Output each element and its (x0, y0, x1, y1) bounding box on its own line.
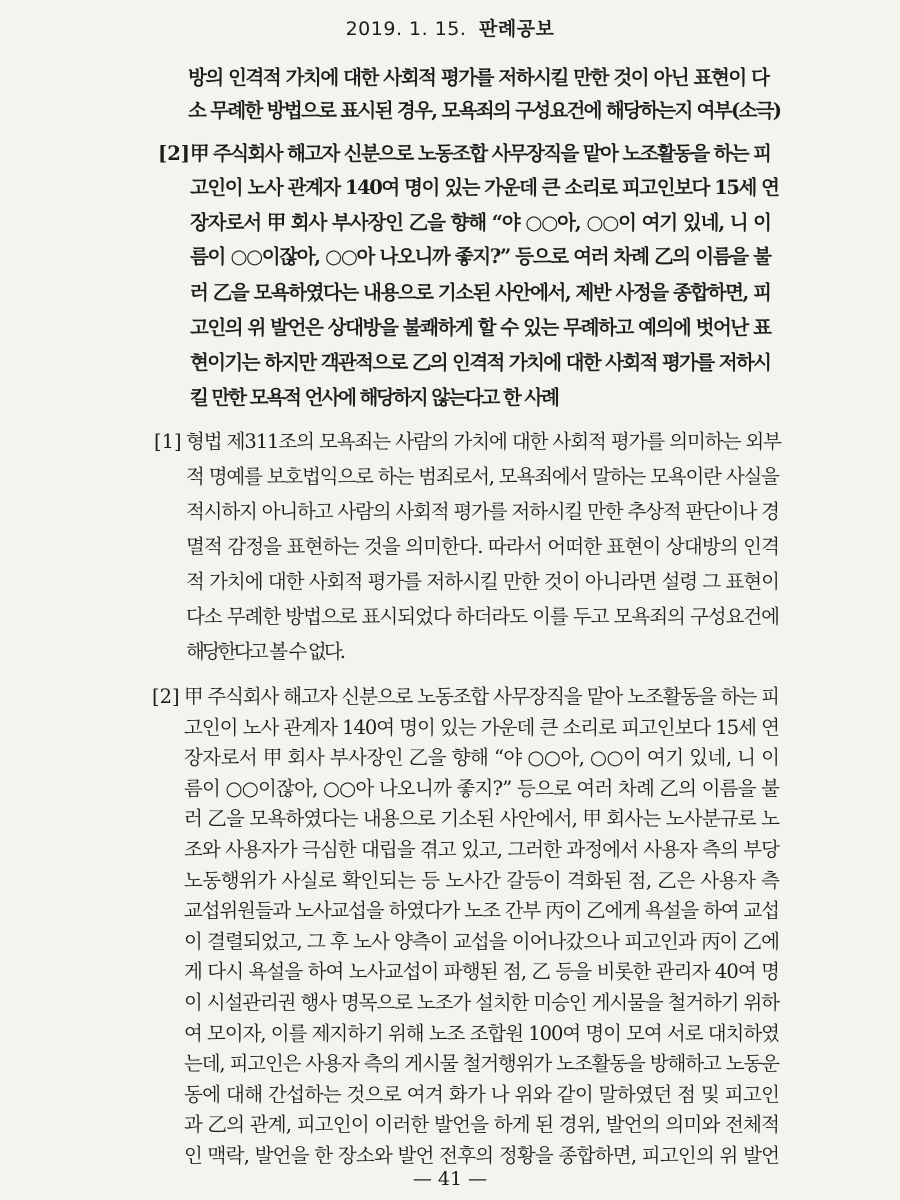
text-line: 형법 제311조의 모욕죄는 사람의 가치에 대한 사회적 평가를 의미하는 외부 (186, 430, 781, 453)
text-line: 노동행위가 사실로 확인되는 등 노사간 갈등이 격화된 점, 乙은 사용자 측 (184, 868, 780, 892)
text-line: 여 모이자, 이를 제지하기 위해 노조 조합원 100여 명이 모여 서로 대치하였 (184, 1021, 779, 1045)
page-header (0, 14, 900, 41)
text-line: 해당한다고 볼 수 없다. (186, 640, 344, 663)
text-line: 름이 ○○이잖아, ○○아 나오니까 좋지?” 등으로 여러 차례 乙의 이름을 불 (190, 245, 771, 268)
text-line: 조와 사용자가 극심한 대립을 겪고 있고, 그러한 과정에서 사용자 측의 부당 (184, 838, 780, 861)
text-line: 과 乙의 관계, 피고인이 이러한 발언을 하게 된 경위, 발언의 의미와 전체적 (184, 1113, 780, 1137)
text-line: 름이 ○○이잖아, ○○아 나오니까 좋지?” 등으로 여러 차례 乙의 이름을 불 (184, 776, 780, 800)
text-line: 동에 대해 간섭하는 것으로 여겨 화가 나 위와 같이 말하였던 점 및 피고인 (184, 1082, 780, 1106)
text-line: 멸적 감정을 표현하는 것을 의미한다. 따라서 어떠한 표현이 상대방의 인격 (186, 535, 780, 558)
item-marker: [2] (152, 685, 180, 708)
item-marker: [1] (154, 430, 182, 453)
text-line: 러 乙을 모욕하였다는 내용으로 기소된 사안에서, 甲 회사는 노사분규로 노 (184, 807, 780, 831)
text-line: 게 다시 욕설을 하여 노사교섭이 파행된 점, 乙 등을 비롯한 관리자 40여 명 (184, 960, 780, 984)
text-line: 적 명예를 보호법익으로 하는 범죄로서, 모욕죄에서 말하는 모욕이란 사실을 (186, 465, 779, 488)
text-line: 러 乙을 모욕하였다는 내용으로 기소된 사안에서, 제반 사정을 종합하면, 피 (190, 281, 771, 304)
text-line: 적시하지 아니하고 사람의 사회적 평가를 저하시킬 만한 추상적 판단이나 경 (186, 500, 779, 523)
header-date: 2019. 1. 15. (345, 18, 467, 40)
text-line: 인 맥락, 발언을 한 장소와 발언 전후의 정황을 종합하면, 피고인의 위 발언 (184, 1144, 780, 1167)
text-line: 고인이 노사 관계자 140여 명이 있는 가운데 큰 소리로 피고인보다 15세 연 (190, 176, 779, 199)
text-line: 甲 주식회사 해고자 신분으로 노동조합 사무장직을 맡아 노조활동을 하는 피 (184, 685, 779, 708)
text-line: 장자로서 甲 회사 부사장인 乙을 향해 “야 ○○아, ○○이 여기 있네, 니 이 (184, 746, 780, 770)
text-line: 이 결렬되었고, 그 후 노사 양측이 교섭을 이어나갔으나 피고인과 丙이 乙에 (184, 929, 780, 953)
header-publication: 판례공보 (478, 18, 555, 40)
text-line: 이 시설관리권 행사 명목으로 노조가 설치한 미승인 게시물을 철거하기 위하 (184, 991, 779, 1014)
text-line: 장자로서 甲 회사 부사장인 乙을 향해 “야 ○○아, ○○이 여기 있네, 니 이 (190, 211, 771, 234)
text-line: 甲 주식회사 해고자 신분으로 노동조합 사무장직을 맡아 노조활동을 하는 피 (190, 142, 771, 165)
text-line: 킬 만한 모욕적 언사에 해당하지 않는다고 한 사례 (190, 386, 558, 409)
text-line: 소 무례한 방법으로 표시된 경우, 모욕죄의 구성요건에 해당하는지 여부(소극) (188, 99, 781, 122)
page-number: — 41 — (412, 1168, 488, 1190)
text-line: 다소 무례한 방법으로 표시되었다 하더라도 이를 두고 모욕죄의 구성요건에 (186, 605, 779, 628)
item-marker: [2] (158, 142, 191, 165)
text-line: 교섭위원들과 노사교섭을 하였다가 노조 간부 丙이 乙에게 욕설을 하여 교섭 (184, 899, 779, 923)
text-line: 고인의 위 발언은 상대방을 불쾌하게 할 수 있는 무례하고 예의에 벗어난 표 (190, 316, 771, 339)
text-line: 는데, 피고인은 사용자 측의 게시물 철거행위가 노조활동을 방해하고 노동운 (184, 1052, 779, 1076)
text-line: 현이기는 하지만 객관적으로 乙의 인격적 가치에 대한 사회적 평가를 저하시 (190, 351, 771, 374)
text-line: 고인이 노사 관계자 140여 명이 있는 가운데 큰 소리로 피고인보다 15세 연 (184, 715, 779, 739)
text-line: 적 가치에 대한 사회적 평가를 저하시킬 만한 것이 아니라면 설령 그 표현이 (186, 570, 780, 593)
text-line: 방의 인격적 가치에 대한 사회적 평가를 저하시킬 만한 것이 아닌 표현이 다 (188, 66, 769, 89)
